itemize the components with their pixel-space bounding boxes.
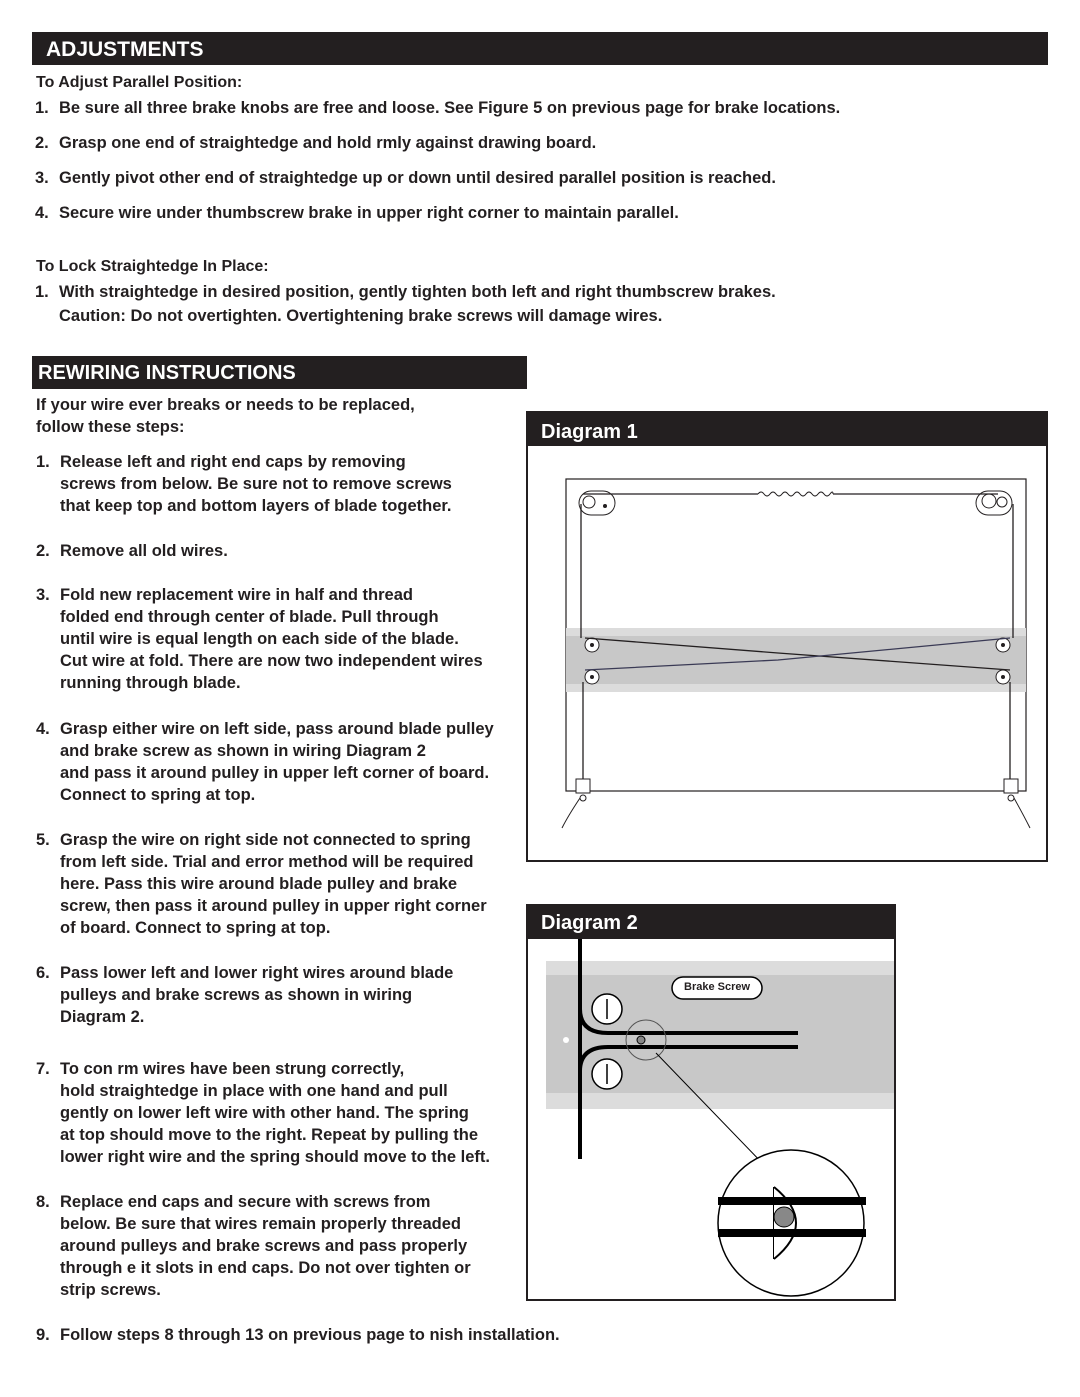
step-line: at top should move to the right. Repeat by pulling the <box>60 1126 479 1144</box>
step-line: Follow steps 8 through 13 on previous page to nish installation. <box>60 1326 560 1344</box>
step-line: pulleys and brake screws as shown in wiring <box>60 986 413 1004</box>
step-text: Be sure all three brake knobs are free and loose. See Figure 5 on previous page for brake locations. <box>59 99 841 117</box>
diagram-2 <box>526 904 896 1301</box>
rewiring-step-3 <box>36 584 546 694</box>
step-line: Connect to spring at top. <box>60 786 256 804</box>
step-line: below. Be sure that wires remain properly threaded <box>60 1215 462 1233</box>
rewiring-intro <box>36 394 506 440</box>
step-number: 3. <box>35 169 49 187</box>
step-line: Grasp the wire on right side not connected to spring <box>60 831 471 849</box>
step-line: lower right wire and the spring should move to the left. <box>60 1148 490 1166</box>
step-line: hold straightedge in place with one hand and pull <box>60 1082 448 1100</box>
rewiring-step-9 <box>36 1324 736 1346</box>
step-number: 6. <box>36 964 50 982</box>
adjustments-header-label: ADJUSTMENTS <box>46 38 204 61</box>
step-text: Grasp one end of straightedge and hold rmly against drawing board. <box>59 134 597 152</box>
step-number: 9. <box>36 1326 50 1344</box>
rewiring-step-1 <box>36 451 546 517</box>
brake-screw-callout-label: Brake Screw <box>684 981 751 993</box>
step-number: 4. <box>35 204 49 222</box>
step-line: and brake screw as shown in wiring Diagram 2 <box>60 742 426 760</box>
step-number: 4. <box>36 720 50 738</box>
step-line: Pass lower left and lower right wires around blade <box>60 964 454 982</box>
rewiring-step-6 <box>36 962 516 1028</box>
step-text: Secure wire under thumbscrew brake in upper right corner to maintain parallel. <box>59 204 679 222</box>
step-number: 2. <box>35 134 49 152</box>
step-line: To con rm wires have been strung correctly, <box>60 1060 405 1078</box>
step-line: of board. Connect to spring at top. <box>60 919 331 937</box>
rewiring-step-8 <box>36 1191 546 1301</box>
step-number: 1. <box>36 453 50 471</box>
parallel-step-1 <box>35 97 1045 119</box>
rewiring-step-4 <box>36 718 551 806</box>
step-line: around pulleys and brake screws and pass properly <box>60 1237 468 1255</box>
intro-line: If your wire ever breaks or needs to be replaced, <box>36 396 415 414</box>
rewiring-step-2 <box>36 540 546 562</box>
step-line: folded end through center of blade. Pull through <box>60 608 439 626</box>
diagram-2-brake-illustration <box>528 939 894 1299</box>
rewiring-header-label: REWIRING INSTRUCTIONS <box>38 362 296 384</box>
diagram-1-wiring-illustration <box>528 446 1046 860</box>
adjustments-header <box>32 32 1048 65</box>
step-line: from left side. Trial and error method will be required <box>60 853 474 871</box>
parallel-step-3 <box>35 167 1045 189</box>
step-line: until wire is equal length on each side of the blade. <box>60 630 459 648</box>
parallel-step-2 <box>35 132 1045 154</box>
lock-title: To Lock Straightedge In Place: <box>36 258 269 275</box>
step-line: and pass it around pulley in upper left corner of board. <box>60 764 490 782</box>
parallel-title: To Adjust Parallel Position: <box>36 74 243 91</box>
rewiring-step-5 <box>36 829 546 939</box>
rewiring-header <box>32 356 527 389</box>
step-line: strip screws. <box>60 1281 161 1299</box>
step-number: 8. <box>36 1193 50 1211</box>
diagram-2-title <box>528 906 894 939</box>
step-line: Remove all old wires. <box>60 542 228 560</box>
diagram-1 <box>526 411 1048 862</box>
lock-step-1 <box>35 281 1045 327</box>
diagram-1-title-text: Diagram 1 <box>541 421 638 443</box>
step-line: Replace end caps and secure with screws from <box>60 1193 431 1211</box>
step-line: here. Pass this wire around blade pulley and brake <box>60 875 458 893</box>
step-number: 5. <box>36 831 50 849</box>
step-line: Grasp either wire on left side, pass around blade pulley <box>60 720 494 738</box>
diagram-1-title <box>528 413 1046 446</box>
step-line: screw, then pass it around pulley in upper right corner <box>60 897 487 915</box>
step-line: Fold new replacement wire in half and thread <box>60 586 413 604</box>
step-line: screws from below. Be sure not to remove screws <box>60 475 452 493</box>
step-line: gently on lower left wire with other hand. The spring <box>60 1104 469 1122</box>
step-line: Diagram 2. <box>60 1008 145 1026</box>
intro-line: follow these steps: <box>36 418 185 436</box>
step-line: that keep top and bottom layers of blade together. <box>60 497 452 515</box>
step-number: 1. <box>35 283 49 301</box>
step-line: Cut wire at fold. There are now two independent wires <box>60 652 483 670</box>
diagram-2-title-text: Diagram 2 <box>541 912 638 934</box>
step-line: Release left and right end caps by removing <box>60 453 406 471</box>
step-line: through e it slots in end caps. Do not over tighten or <box>60 1259 471 1277</box>
parallel-step-4 <box>35 202 1045 224</box>
step-text: With straightedge in desired position, gently tighten both left and right thumbscrew brakes. <box>59 283 776 301</box>
caution-text: Caution: Do not overtighten. Overtightening brake screws will damage wires. <box>59 307 663 325</box>
step-number: 1. <box>35 99 49 117</box>
step-number: 3. <box>36 586 50 604</box>
step-number: 2. <box>36 542 50 560</box>
rewiring-step-7 <box>36 1058 551 1168</box>
step-text: Gently pivot other end of straightedge up or down until desired parallel position is reached. <box>59 169 776 187</box>
step-line: running through blade. <box>60 674 241 692</box>
step-number: 7. <box>36 1060 50 1078</box>
